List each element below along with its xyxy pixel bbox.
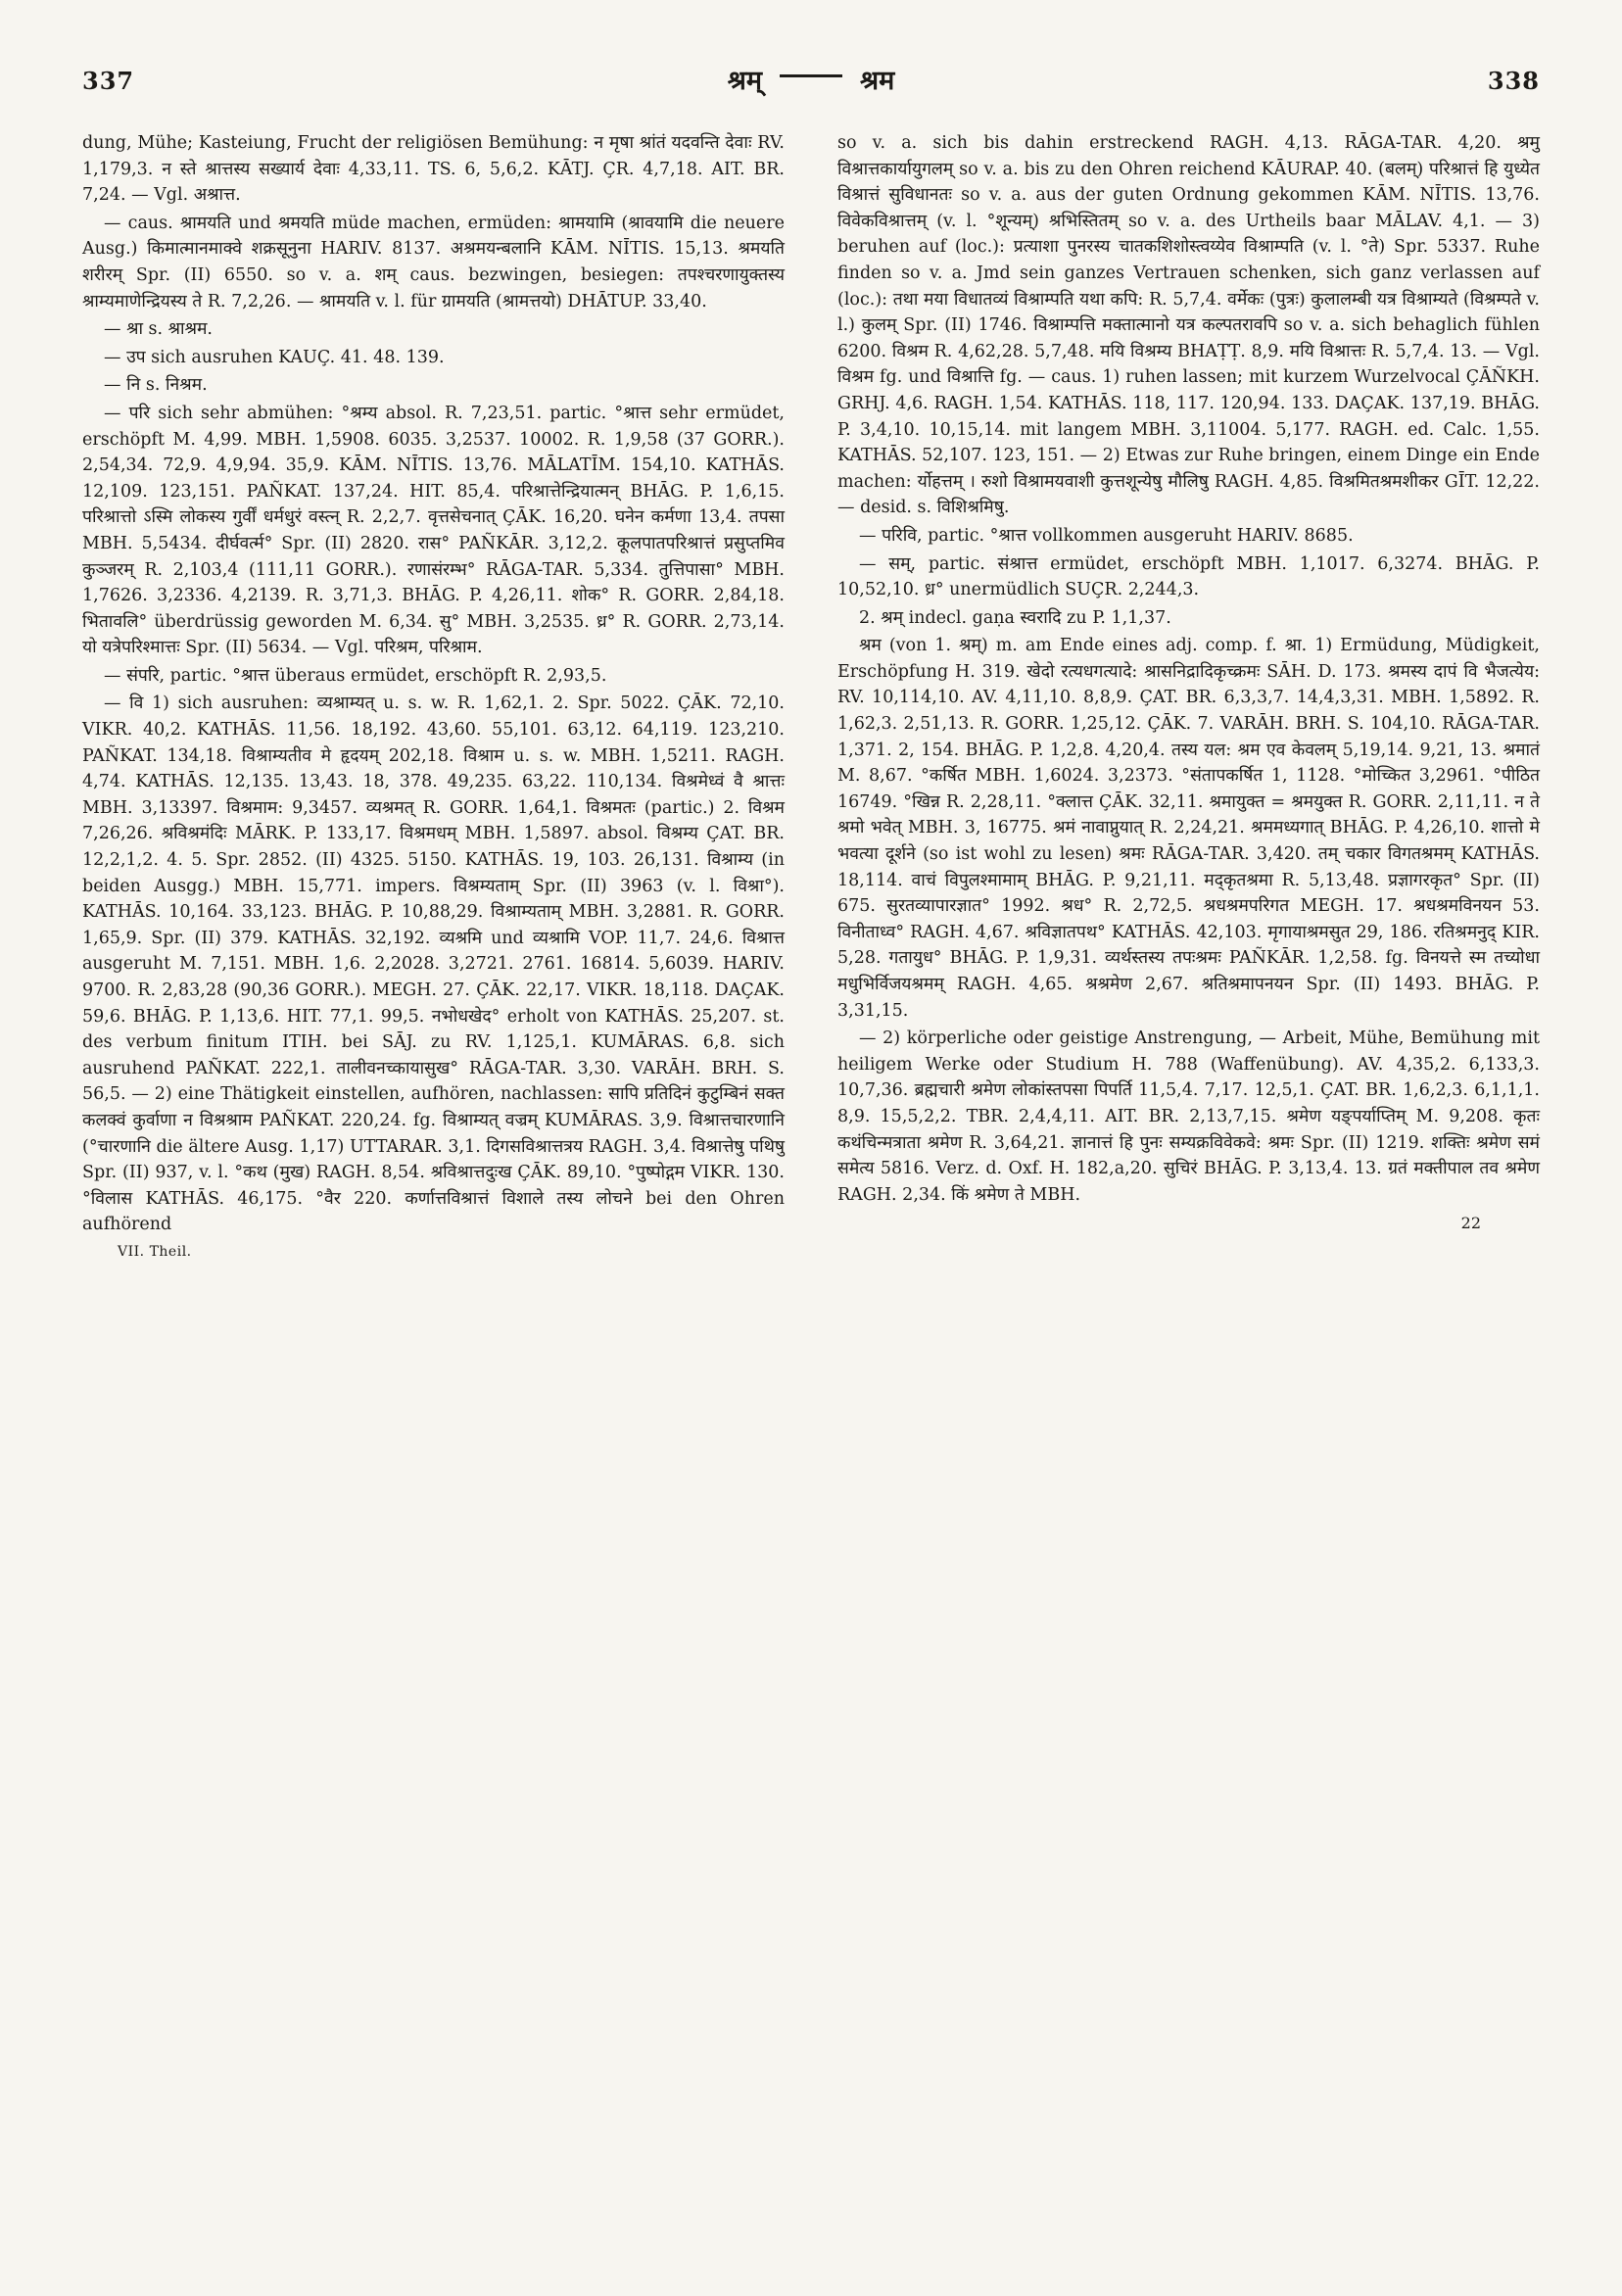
right-column xyxy=(837,130,1540,1260)
dictionary-paragraph: 2. श्रम् indecl. gaṇa स्वरादि zu P. 1,1,37. xyxy=(859,607,1171,628)
dictionary-paragraph: — परिवि, partic. °श्रात्त vollkommen ausgeruht HARIV. 8685. xyxy=(859,525,1354,546)
dictionary-paragraph: — संपरि, partic. °श्रात्त überaus ermüdet, erschöpft R. 2,93,5. xyxy=(104,665,607,686)
dictionary-paragraph: — परि sich sehr abmühen: °श्रम्य absol. R. 7,23,51. partic. °श्रात्त sehr ermüdet, erschöpft M. 4,99. MBH. 1,5908. 6035. 3,2537. 10002. R. 1,9,58 (37 GORR.). 2,54,34. 72,9. 4,9,94. 35,9. KĀM. NĪTIS. 13,76. MĀLATĪM. 154,10. KATHĀS. 12,109. 123,151. PAÑKAT. 137,24. HIT. 85,4. परिश्रात्तेन्द्रियात्मन् BHĀG. P. 1,6,15. परिश्रात्तो ऽस्मि लोकस्य गुर्वीं धर्मधुरं वस्त्न् R. 2,2,7. वृत्तसेचनात् ÇĀK. 16,20. घनेन कर्मणा 13,4. तपसा MBH. 5,5434. दीर्घवर्त्म° Spr. (II) 2820. रास° PAÑKĀR. 3,12,2. कूलपातपरिश्रात्तं प्रसुप्तमिव कुञ्जरम् R. 2,103,4 (111,11 GORR.). रणासंरम्भ° RĀGA-TAR. 5,334. तुत्तिपासा° MBH. 1,7626. 3,2336. 4,2139. R. 3,71,3. BHĀG. P. 4,26,11. शोक° R. GORR. 2,84,18. भितावलि° überdrüssig geworden M. 6,34. सु° MBH. 3,2535. ध्र° R. GORR. 2,73,14. यो यत्रेपरिश्मात्तः Spr. (II) 5634. — Vgl. परिश्रम, परिश्राम. xyxy=(82,403,785,658)
page-title xyxy=(728,61,895,97)
dictionary-paragraph: — उप sich ausruhen KAUÇ. 41. 48. 139. xyxy=(104,347,445,367)
page-number-right: 338 xyxy=(1487,67,1540,95)
page-number-left: 337 xyxy=(82,67,135,95)
dictionary-paragraph: dung, Mühe; Kasteiung, Frucht der religiösen Bemühung: न मृषा श्रांतं यदवन्ति देवाः RV. 1,179,3. न स्ते श्रात्तस्य सख्यार्य देवाः 4,33,11. TS. 6, 5,6,2. KĀTJ. ÇR. 4,7,18. AIT. BR. 7,24. — Vgl. अश्रात्त. xyxy=(82,133,785,206)
two-column-body xyxy=(82,130,1540,1260)
dictionary-paragraph: — श्रा s. श्राश्रम. xyxy=(104,319,213,340)
dictionary-paragraph: — caus. श्रामयति und श्रमयति müde machen, ermüden: श्रामयामि (श्रावयामि die neuere Ausg.) किमात्मानमाक्वे शक्रसूनुना HARIV. 8137. अश्रमयन्बलानि KĀM. NĪTIS. 15,13. श्रमयति शरीरम् Spr. (II) 6550. so v. a. शम् caus. bezwingen, besiegen: तपश्चरणायुक्तस्य श्राम्यमाणेन्द्रियस्य ते R. 7,2,26. — श्रामयति v. l. für ग्रामयति (श्रामत्तयो) DHĀTUP. 33,40. xyxy=(82,213,785,311)
dictionary-paragraph: — 2) körperliche oder geistige Anstrengung, — Arbeit, Mühe, Bemühung mit heiligem Werke oder Studium H. 788 (Waffenübung). AV. 4,35,2. 6,133,3. 10,7,36. ब्रह्मचारी श्रमेण लोकांस्तपसा पिपर्ति 11,5,4. 7,17. 12,5,1. ÇAT. BR. 1,6,2,3. 6,1,1,1. 8,9. 15,5,2,2. TBR. 2,4,4,11. AIT. BR. 2,13,7,15. श्रमेण यङ्पर्याप्तिम् M. 9,208. कृतः कथंचिन्मत्राता श्रमेण R. 3,64,21. ज्ञानात्तं हि पुनः सम्यक्रविवेकवे: श्रमः Spr. (II) 1219. शक्तिः श्रमेण समं समेत्य 5816. Verz. d. Oxf. H. 182,a,20. सुचिरं BHĀG. P. 3,13,4. 13. ग्रतं मक्तीपाल तव श्रमेण RAGH. 2,34. किं श्रमेण ते MBH. xyxy=(837,1028,1540,1205)
dictionary-paragraph: — सम्, partic. संश्रात्त ermüdet, erschöpft MBH. 1,1017. 6,3274. BHĀG. P. 10,52,10. ध्र° unermüdlich SUÇR. 2,244,3. xyxy=(837,553,1540,600)
dictionary-paragraph: so v. a. sich bis dahin erstreckend RAGH. 4,13. RĀGA-TAR. 4,20. श्रमु विश्रात्तकार्यायुगलम् so v. a. bis zu den Ohren reichend KĀURAP. 40. (बलम्) परिश्रात्तं हि युध्येत विश्रात्तं सुविधानतः so v. a. aus der guten Ordnung gekommen KĀM. NĪTIS. 13,76. विवेकविश्रात्तम् (v. l. °शून्यम्) श्रभिस्तितम् so v. a. des Urtheils baar MĀLAV. 4,1. — 3) beruhen auf (loc.): प्रत्याशा पुनरस्य चातकशिशोस्त्वय्येव विश्राम्पति (v. l. °ते) Spr. 5337. Ruhe finden so v. a. Jmd sein ganzes Vertrauen schenken, sich ganz verlassen auf (loc.): तथा मया विधातव्यं विश्राम्पति यथा कपि: R. 5,7,4. वर्मेकः (पुत्रः) कुलालम्बी यत्र विश्राम्यते (विश्रम्पते v. l.) कुलम् Spr. (II) 1746. विश्राम्पत्ति मक्तात्मानो यत्र कल्पतरावपि so v. a. sich behaglich fühlen 6200. विश्रम R. 4,62,28. 5,7,48. मयि विश्रम्य BHAṬṬ. 8,9. मयि विश्रात्तः R. 5,7,4. 13. — Vgl. विश्रम fg. und विश्रात्ति fg. — caus. 1) ruhen lassen; mit kurzem Wurzelvocal ÇĀÑKH. GRHJ. 4,6. RAGH. 1,54. KATHĀS. 118, 117. 120,94. 133. DAÇAK. 137,19. BHĀG. P. 3,4,10. 10,15,14. mit langem MBH. 3,11004. 5,177. RAGH. ed. Calc. 1,55. KATHĀS. 52,107. 123, 151. — 2) Etwas zur Ruhe bringen, einem Dinge ein Ende machen: र्योहत्तम् । रुशो विश्रामयवाशी कुत्तशून्येषु मौलिषु RAGH. 4,85. विश्रमितश्रमशीकर GĪT. 12,22. — desid. s. विशिश्रमिषु. xyxy=(837,133,1540,518)
volume-footer: VII. Theil. xyxy=(118,1243,192,1260)
dictionary-paragraph: श्रम (von 1. श्रम्) m. am Ende eines adj. comp. f. श्रा. 1) Ermüdung, Müdigkeit, Erschöpfung H. 319. खेदो रत्यधगत्यादे: श्रासनिद्रादिकृच्क्रमः SĀH. D. 173. श्रमस्य दापं वि भैजत्येय: RV. 10,114,10. AV. 4,11,10. 8,8,9. ÇAT. BR. 6,3,3,7. 14,4,3,31. MBH. 1,5892. R. 1,62,3. 2,51,13. R. GORR. 1,25,12. ÇĀK. 7. VARĀH. BRH. S. 104,10. RĀGA-TAR. 1,371. 2, 154. BHĀG. P. 1,2,8. 4,20,4. तस्य यल: श्रम एव केवलम् 5,19,14. 9,21, 13. श्रमातं M. 8,67. °कर्षित MBH. 1,6024. 3,2373. °संतापकर्षित 1, 1128. °मोच्कित 3,2961. °पीठित 16749. °खिन्न R. 2,28,11. °क्लात्त ÇĀK. 32,11. श्रमायुक्त = श्रमयुक्त R. GORR. 2,11,11. न ते श्रमो भवेत् MBH. 3, 16775. श्रमं नावाप्नुयात् R. 2,24,21. श्रममध्यगात् BHĀG. P. 4,26,10. शात्तो मे भवत्या दूर्शने (so ist wohl zu lesen) श्रमः RĀGA-TAR. 3,420. तम् चकार विगतश्रमम् KATHĀS. 18,114. वाचं विपुलश्मामाम् BHĀG. P. 9,21,11. मद्कृतश्रमा R. 5,13,48. प्रज्ञागरकृत° Spr. (II) 675. सुरतव्यापारज्ञात° 1992. श्रध° R. 2,72,5. श्रधश्रमपरिगत MEGH. 17. श्रधश्रमविनयन 53. विनीताध्व° RAGH. 4,67. श्रविज्ञातपथ° KATHĀS. 42,103. मृगायाश्रमसुत 29, 186. रतिश्रमनुद् KIR. 5,28. गतायुध° BHĀG. P. 1,9,31. व्यर्थस्तस्य तपःश्रमः PAÑKĀR. 1,2,58. fg. विनयत्ते स्म तच्योधा मधुभिर्विजयश्रमम् RAGH. 4,65. श्रश्रमेण 2,67. श्रतिश्रमापनयन Spr. (II) 1493. BHĀG. P. 3,31,15. xyxy=(837,636,1540,1021)
headword-left: श्रम् xyxy=(727,66,762,96)
dictionary-paragraph: — नि s. निश्रम. xyxy=(104,375,208,396)
title-rule xyxy=(780,74,842,77)
right-column-text xyxy=(837,130,1540,1208)
signature-mark: 22 xyxy=(1460,1214,1481,1233)
left-column-text xyxy=(82,130,785,1238)
headword-right: श्रम xyxy=(860,66,895,96)
dictionary-paragraph: — वि 1) sich ausruhen: व्यश्राम्यत् u. s. w. R. 1,62,1. 2. Spr. 5022. ÇĀK. 72,10. VIKR. 40,2. KATHĀS. 11,56. 18,192. 43,60. 55,101. 63,12. 64,119. 123,210. PAÑKAT. 134,18. विश्राम्यतीव मे हृदयम् 202,18. विश्राम u. s. w. MBH. 1,5211. RAGH. 4,74. KATHĀS. 12,135. 13,43. 18, 378. 49,235. 63,22. 110,134. विश्रमेध्वं वै श्रात्तः MBH. 3,13397. विश्रमाम: 9,3457. व्यश्रमत् R. GORR. 1,64,1. विश्रमतः (partic.) 2. विश्रम 7,26,26. श्रविश्रमंदिः MĀRK. P. 133,17. विश्रमधम् MBH. 1,5897. absol. विश्रम्य ÇAT. BR. 12,2,1,2. 4. 5. Spr. 2852. (II) 4325. 5150. KATHĀS. 19, 103. 26,131. विश्राम्य (in beiden Ausgg.) MBH. 15,771. impers. विश्रम्यताम् Spr. (II) 3963 (v. l. विश्रा°). KATHĀS. 10,164. 33,123. BHĀG. P. 10,88,29. विश्राम्यताम् MBH. 3,2881. R. GORR. 1,65,9. Spr. (II) 379. KATHĀS. 32,192. व्यश्रमि und व्यश्रामि VOP. 11,7. 24,6. विश्रात्त ausgeruht M. 7,151. MBH. 1,6. 2,2028. 3,2721. 2761. 16814. 5,6039. HARIV. 9700. R. 2,83,28 (90,36 GORR.). MEGH. 27. ÇĀK. 22,17. VIKR. 18,118. DAÇAK. 59,6. BHĀG. P. 1,13,6. HIT. 77,1. 99,5. नभोधखेद° erholt von KATHĀS. 25,207. st. des verbum finitum ITIH. bei SĀJ. zu RV. 1,125,1. KUMĀRAS. 6,8. sich ausruhend PAÑKAT. 222,1. तालीवनच्कायासुख° RĀGA-TAR. 3,30. VARĀH. BRH. S. 56,5. — 2) eine Thätigkeit einstellen, aufhören, nachlassen: सापि प्रतिदिनं कुटुम्बिनं सक्त कलक्वं कुर्वाणा न विश्रश्राम PAÑKAT. 220,24. fg. विश्राम्यत् वज्रम् KUMĀRAS. 3,9. विश्रात्तचारणानि (°चारणानि die ältere Ausg. 1,17) UTTARAR. 3,1. दिगसविश्रात्तत्रय RAGH. 3,4. विश्रात्तेषु पथिषु Spr. (II) 937, v. l. °कथ (मुख) RAGH. 8,54. श्रविश्रात्तदुःख ÇĀK. 89,10. °पुष्पोद्गम VIKR. 130. °विलास KATHĀS. 46,175. °वैर 220. कर्णात्तविश्रात्तं विशाले तस्य लोचने bei den Ohren aufhörend xyxy=(82,694,785,1235)
left-column xyxy=(82,130,785,1260)
running-head xyxy=(82,61,1540,97)
